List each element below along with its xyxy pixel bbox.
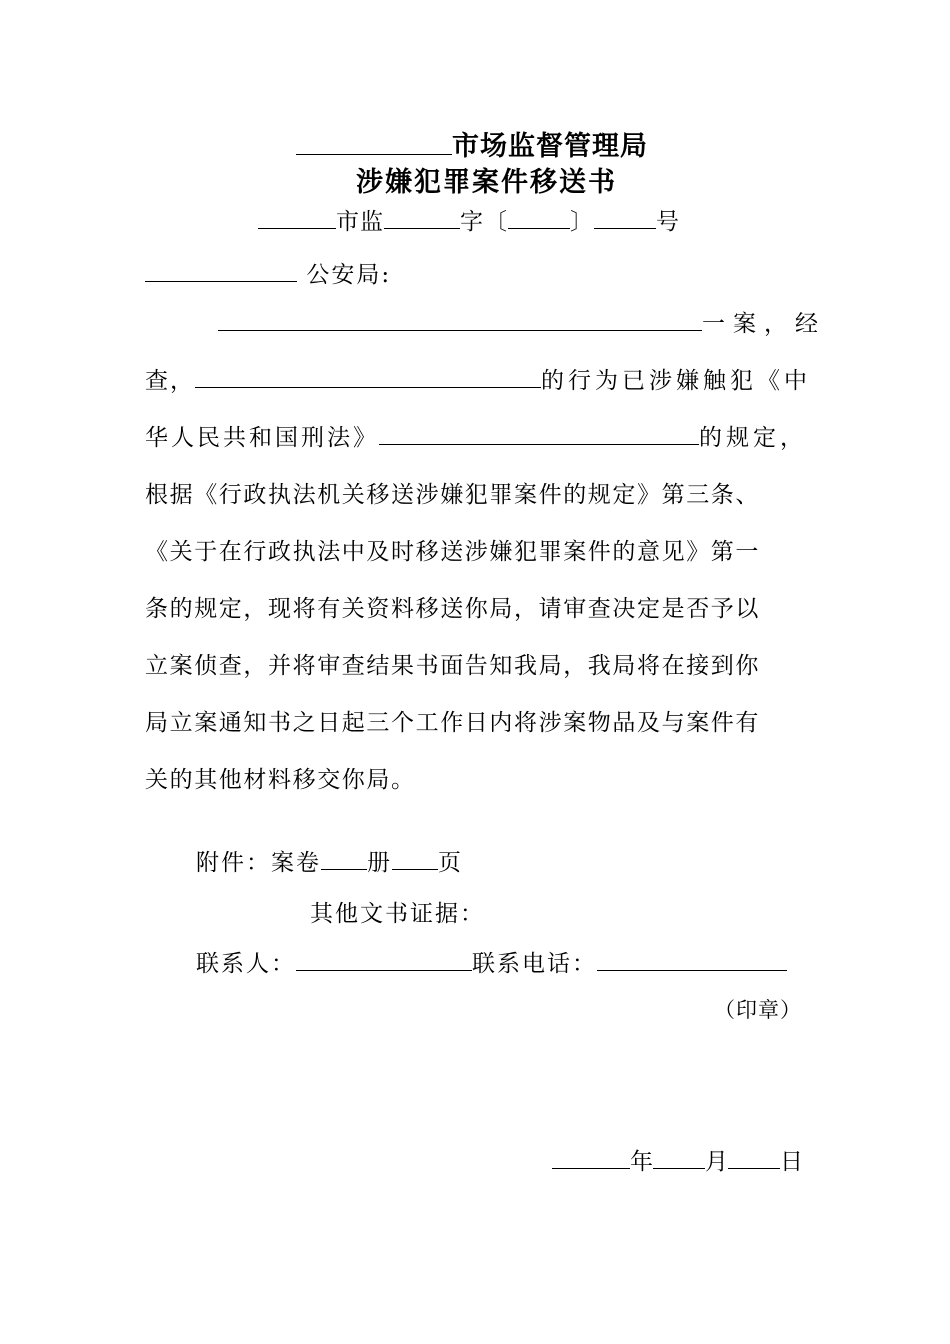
agency-name-blank[interactable] [296,153,452,155]
body-line-3-start: 华人民共和国刑法》 [145,425,379,451]
body-line-3 [145,419,807,452]
day-blank[interactable] [728,1167,780,1169]
document-title [356,160,617,199]
contact-person-blank[interactable] [296,969,472,971]
other-documents-line: 其他文书证据： [310,901,485,927]
criminal-law-article-blank[interactable] [379,443,699,445]
body-line-8: 局立案通知书之日起三个工作日内将涉案物品及与案件有 [145,710,760,736]
body-line-1-end: 一案，经 [702,311,826,337]
reference-number-line [258,203,680,236]
body-line-2-end: 的行为已涉嫌触犯《中 [541,368,811,394]
date-day: 日 [780,1149,803,1175]
attachment-ce: 册 [367,850,392,876]
month-blank[interactable] [653,1167,705,1169]
attachment-label: 附件：案卷 [196,850,321,876]
ref-category-blank[interactable] [384,227,460,229]
volume-count-blank[interactable] [321,868,367,870]
police-bureau-blank[interactable] [145,280,297,282]
body-line-3-end: 的规定， [699,425,807,451]
ref-zi: 字〔 [460,209,508,235]
agency-title-line [296,124,648,163]
attachment-line [196,844,463,877]
ref-city-ministry: 市监 [336,209,384,235]
contact-phone-label: 联系电话： [472,951,597,977]
body-line-2 [145,362,811,395]
ref-year-blank[interactable] [508,227,570,229]
date-month: 月 [705,1149,728,1175]
agency-suffix: 市场监督管理局 [452,131,648,162]
body-line-6: 条的规定，现将有关资料移送你局，请审查决定是否予以 [145,596,760,622]
document-title-text: 涉嫌犯罪案件移送书 [356,167,617,198]
year-blank[interactable] [552,1167,630,1169]
attachment-ye: 页 [438,850,463,876]
date-year: 年 [630,1149,653,1175]
addressee-line [145,256,391,289]
case-name-blank[interactable] [218,329,702,331]
contact-phone-blank[interactable] [597,969,787,971]
body-line-5: 《关于在行政执法中及时移送涉嫌犯罪案件的意见》第一 [145,539,760,565]
body-line-1 [218,305,826,338]
offender-blank[interactable] [195,386,541,388]
contact-line [196,945,787,978]
body-line-4: 根据《行政执法机关移送涉嫌犯罪案件的规定》第三条、 [145,482,760,508]
body-line-7: 立案侦查，并将审查结果书面告知我局，我局将在接到你 [145,653,760,679]
body-line-9: 关的其他材料移交你局。 [145,767,416,793]
page-count-blank[interactable] [392,868,438,870]
ref-prefix-blank[interactable] [258,227,336,229]
ref-close-bracket: 〕 [570,209,594,235]
ref-number-blank[interactable] [594,227,656,229]
addressee-suffix: 公安局: [306,262,392,288]
seal-label: （印章） [714,998,802,1022]
date-line [552,1143,803,1176]
contact-person-label: 联系人： [196,951,296,977]
ref-hao: 号 [656,209,680,235]
body-line-2-start: 查， [145,368,195,394]
